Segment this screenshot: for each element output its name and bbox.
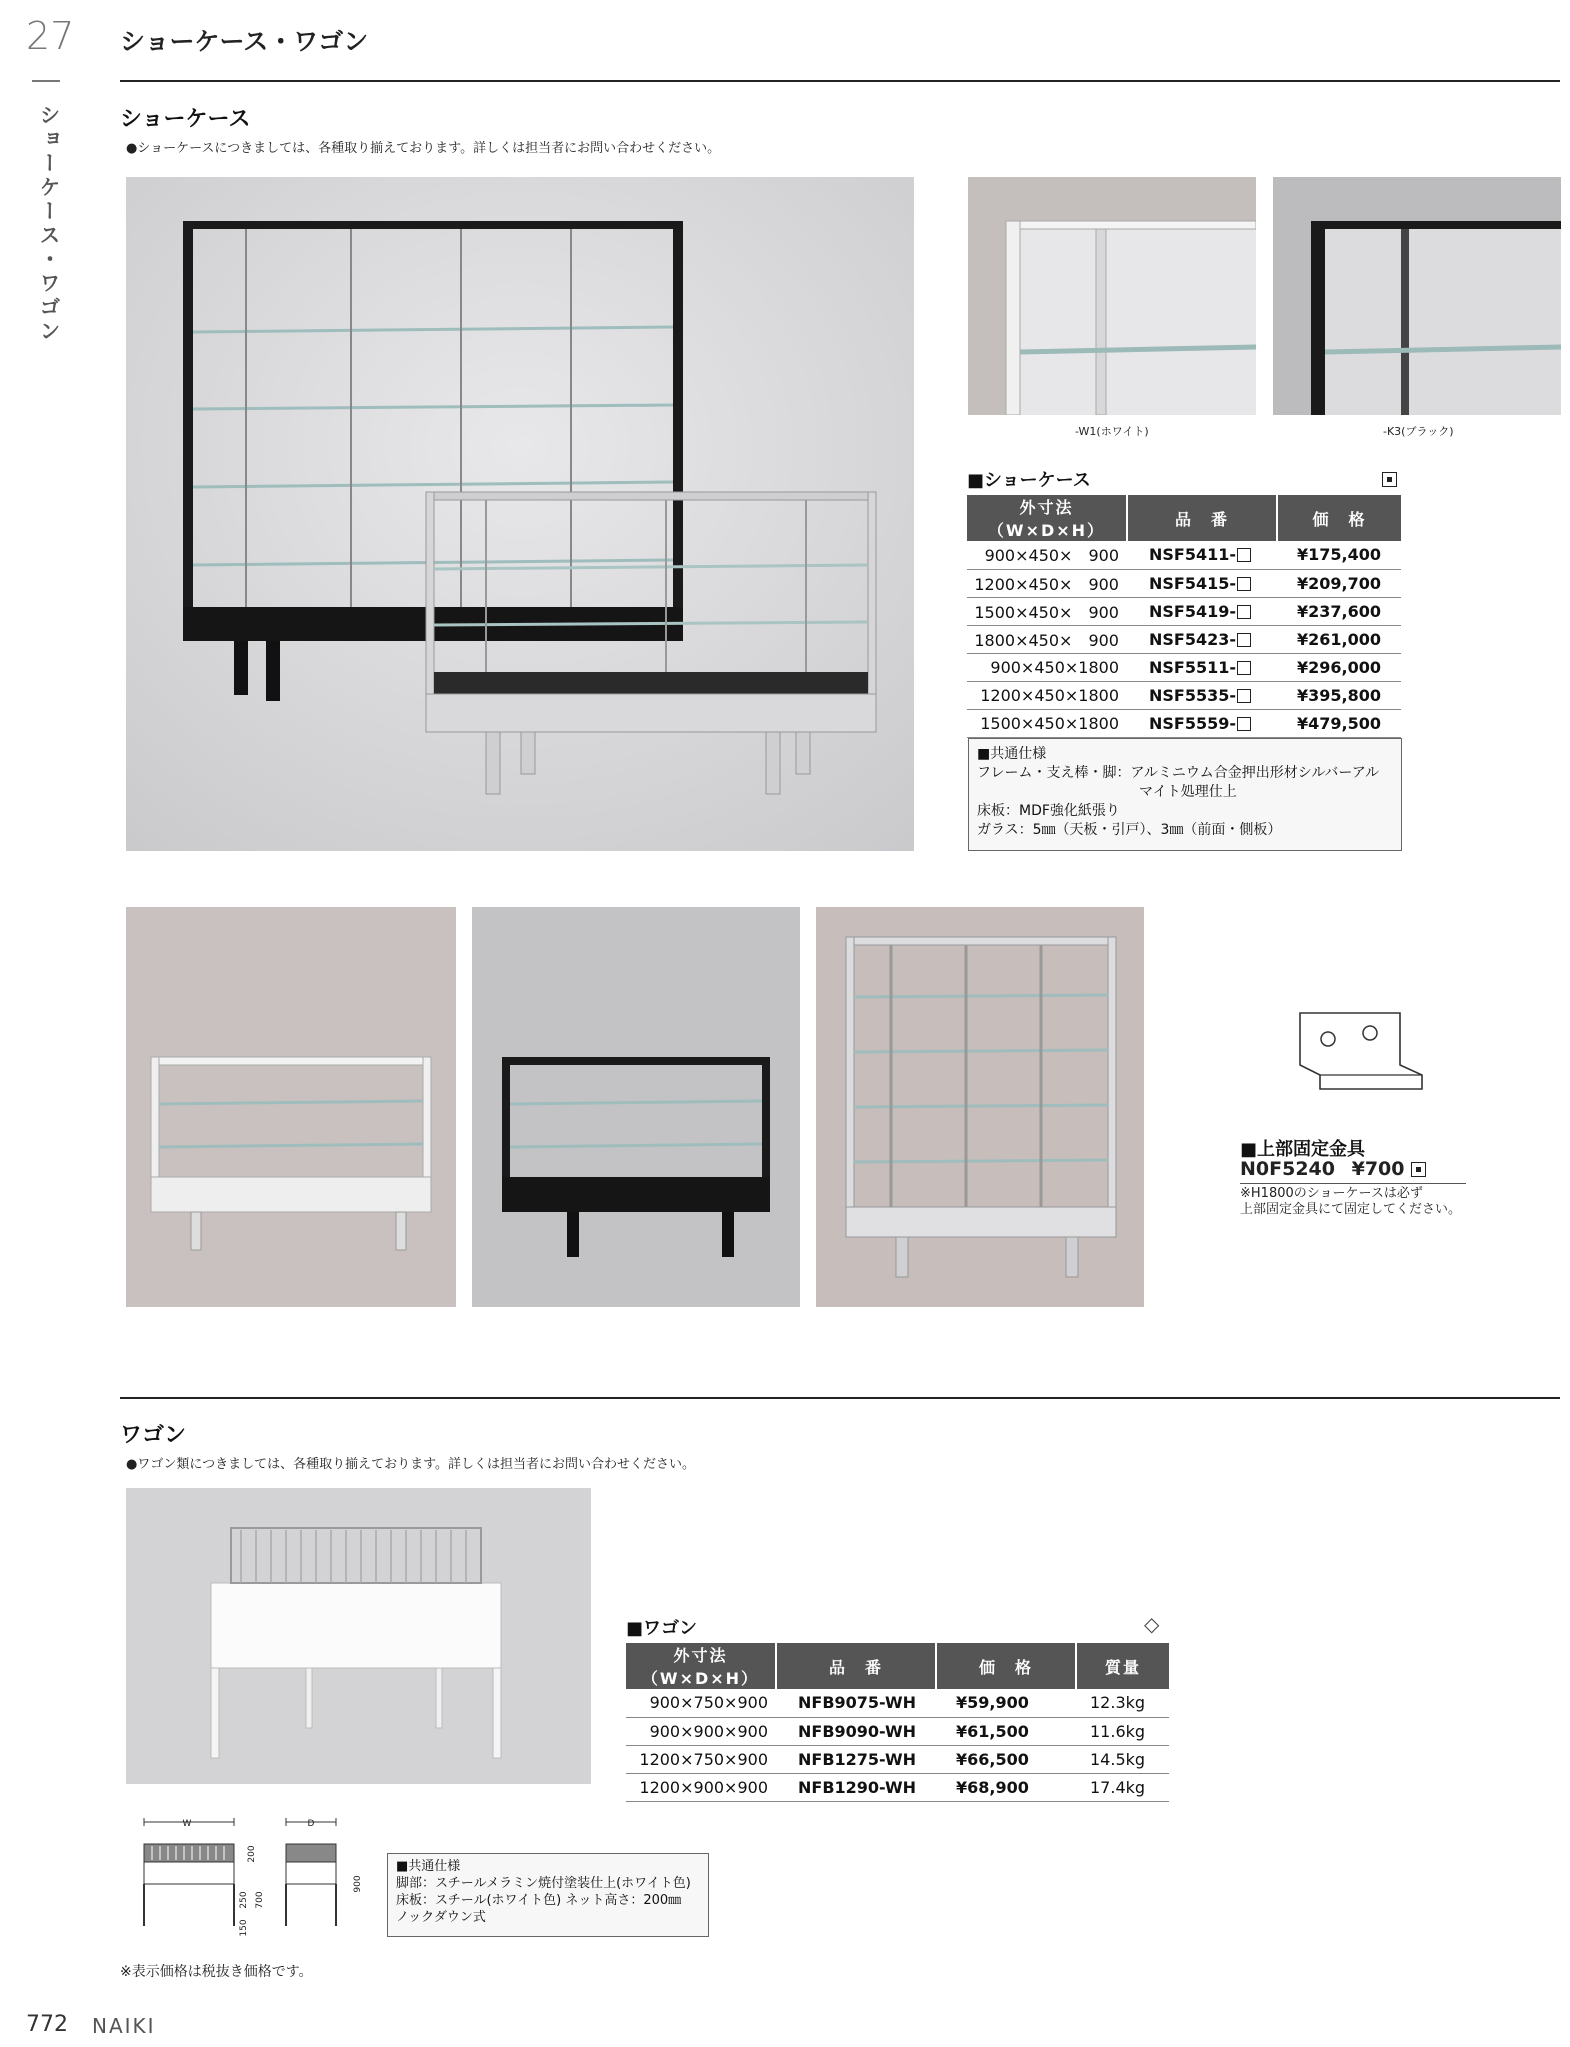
bracket-product [1240, 1158, 1426, 1180]
table-header-row [967, 495, 1401, 541]
stock-symbol-icon [1382, 472, 1397, 487]
table-row [626, 1689, 1169, 1717]
caption-black: -K3(ブラック) [1383, 425, 1454, 438]
table-row [967, 653, 1401, 681]
row-code [1127, 681, 1277, 709]
row-weight: 11.6kg [1076, 1717, 1169, 1745]
spec-heading: ■共通仕様 [396, 1859, 461, 1874]
row-code: NFB1275-WH [776, 1745, 936, 1773]
spec-line: ガラス：5㎜（天板・引戸）、3㎜（前面・側板） [977, 822, 1282, 838]
showcase-white-closeup-photo [968, 177, 1256, 415]
row-price: ¥59,900 [936, 1689, 1076, 1717]
caption-white: -W1(ホワイト) [1075, 425, 1149, 438]
row-price: ¥261,000 [1277, 625, 1401, 653]
row-dimension: 900×450× 900 [967, 541, 1127, 569]
row-price: ¥237,600 [1277, 597, 1401, 625]
stock-symbol-icon [1411, 1162, 1426, 1177]
row-price: ¥68,900 [936, 1773, 1076, 1801]
row-price: ¥61,500 [936, 1717, 1076, 1745]
showcase-price-table [967, 495, 1401, 738]
row-code: NFB1290-WH [776, 1773, 936, 1801]
row-code-text: NSF5535- [1149, 685, 1237, 705]
showcase-stock-symbol [1382, 470, 1397, 489]
spec-line: ノックダウン式 [396, 1910, 486, 1925]
row-weight: 17.4kg [1076, 1773, 1169, 1801]
showcase-note: ●ショーケースにつきましては、各種取り揃えております。詳しくは担当者にお問い合わせください。 [126, 141, 721, 156]
row-code-text: NSF5411- [1149, 545, 1237, 565]
header-dimension: 外寸法（W×D×H） [626, 1643, 776, 1689]
header-weight: 質量 [1076, 1643, 1169, 1689]
bracket-illustration [1290, 1005, 1430, 1095]
vertical-chapter-title: ショーケース・ワゴン [37, 104, 61, 344]
showcase-black-closeup-photo [1273, 177, 1561, 415]
wagon-section-rule [120, 1397, 1560, 1399]
wagon-spec-box [387, 1853, 709, 1937]
row-code [1127, 569, 1277, 597]
wagon-price-table [626, 1643, 1169, 1802]
showcase-section-title: ショーケース [120, 107, 251, 132]
table-row [967, 541, 1401, 569]
wagon-section-title: ワゴン [120, 1423, 187, 1448]
table-row [626, 1717, 1169, 1745]
row-price: ¥479,500 [1277, 709, 1401, 737]
page-title: ショーケース・ワゴン [120, 27, 369, 56]
table-row [967, 709, 1401, 737]
row-dimension: 1500×450× 900 [967, 597, 1127, 625]
showcase-spec-box [968, 738, 1402, 851]
diagram-d-label: D [307, 1819, 315, 1829]
page-number: 772 [26, 2012, 68, 2037]
color-box-icon [1237, 548, 1251, 562]
row-dimension: 900×450×1800 [967, 653, 1127, 681]
chapter-tick [32, 80, 60, 82]
bracket-rule [1240, 1183, 1466, 1184]
table-row [967, 681, 1401, 709]
showcase-black-low-photo [472, 907, 800, 1307]
color-box-icon [1237, 689, 1251, 703]
row-code: NFB9075-WH [776, 1689, 936, 1717]
row-code [1127, 541, 1277, 569]
row-code [1127, 597, 1277, 625]
diagram-700-label: 700 [255, 1891, 265, 1909]
wagon-table-heading: ■ワゴン [626, 1618, 698, 1639]
row-dimension: 1200×900×900 [626, 1773, 776, 1801]
bracket-note-line: ※H1800のショーケースは必ず [1240, 1186, 1423, 1201]
header-code: 品 番 [776, 1643, 936, 1689]
diagram-200-label: 200 [247, 1845, 257, 1863]
spec-line: 脚部：スチールメラミン焼付塗装仕上(ホワイト色) [396, 1876, 691, 1891]
row-price: ¥66,500 [936, 1745, 1076, 1773]
color-box-icon [1237, 577, 1251, 591]
row-code-text: NSF5419- [1149, 601, 1237, 621]
color-box-icon [1237, 717, 1251, 731]
bracket-price: ¥700 [1351, 1158, 1405, 1180]
row-weight: 12.3kg [1076, 1689, 1169, 1717]
diagram-150-label: 150 [239, 1919, 249, 1937]
spec-line: マイト処理仕上 [1139, 784, 1237, 800]
row-code-text: NSF5423- [1149, 629, 1237, 649]
color-box-icon [1237, 605, 1251, 619]
row-price: ¥209,700 [1277, 569, 1401, 597]
wagon-note: ●ワゴン類につきましては、各種取り揃えております。詳しくは担当者にお問い合わせください。 [126, 1457, 696, 1472]
row-code [1127, 653, 1277, 681]
row-code-text: NSF5511- [1149, 657, 1237, 677]
spec-heading: ■共通仕様 [977, 746, 1047, 762]
wagon-dimension-diagram [130, 1808, 380, 1938]
table-row [626, 1745, 1169, 1773]
header-price: 価 格 [936, 1643, 1076, 1689]
row-dimension: 1200×450×1800 [967, 681, 1127, 709]
spec-line: フレーム・支え棒・脚：アルミニウム合金押出形材シルバーアル [977, 765, 1380, 781]
brand-name: NAIKI [92, 2014, 156, 2038]
bracket-note-line: 上部固定金具にて固定してください。 [1240, 1202, 1462, 1217]
wagon-photo [126, 1488, 591, 1784]
wagon-symbol: ◇ [1144, 1612, 1160, 1636]
diagram-w-label: W [182, 1819, 192, 1829]
row-price: ¥296,000 [1277, 653, 1401, 681]
table-row [967, 569, 1401, 597]
row-dimension: 900×750×900 [626, 1689, 776, 1717]
row-price: ¥175,400 [1277, 541, 1401, 569]
header-price: 価 格 [1277, 495, 1401, 541]
row-code: NFB9090-WH [776, 1717, 936, 1745]
showcase-main-photo [126, 177, 914, 851]
diagram-900-label: 900 [353, 1875, 363, 1893]
chapter-number: 27 [26, 14, 75, 58]
color-box-icon [1237, 633, 1251, 647]
row-code [1127, 625, 1277, 653]
header-rule [120, 80, 1560, 82]
row-code [1127, 709, 1277, 737]
spec-line: 床板：MDF強化紙張り [977, 803, 1120, 819]
row-dimension: 1800×450× 900 [967, 625, 1127, 653]
bracket-note [1240, 1186, 1461, 1218]
header-code: 品 番 [1127, 495, 1277, 541]
showcase-white-low-photo [126, 907, 456, 1307]
table-row [626, 1773, 1169, 1801]
showcase-silver-tall-photo [816, 907, 1144, 1307]
row-code-text: NSF5415- [1149, 573, 1237, 593]
row-dimension: 1200×750×900 [626, 1745, 776, 1773]
row-code-text: NSF5559- [1149, 713, 1237, 733]
row-dimension: 1500×450×1800 [967, 709, 1127, 737]
row-price: ¥395,800 [1277, 681, 1401, 709]
spec-line: 床板：スチール(ホワイト色) ネット高さ：200㎜ [396, 1893, 682, 1908]
table-header-row [626, 1643, 1169, 1689]
diagram-250-label: 250 [239, 1891, 249, 1909]
row-dimension: 1200×450× 900 [967, 569, 1127, 597]
row-dimension: 900×900×900 [626, 1717, 776, 1745]
bracket-heading: ■上部固定金具 [1240, 1139, 1366, 1160]
row-weight: 14.5kg [1076, 1745, 1169, 1773]
showcase-table-heading: ■ショーケース [967, 470, 1091, 491]
price-footnote: ※表示価格は税抜き価格です。 [120, 1964, 313, 1980]
header-dimension: 外寸法（W×D×H） [967, 495, 1127, 541]
table-row [967, 625, 1401, 653]
table-row [967, 597, 1401, 625]
color-box-icon [1237, 661, 1251, 675]
bracket-code: N0F5240 [1240, 1158, 1335, 1180]
